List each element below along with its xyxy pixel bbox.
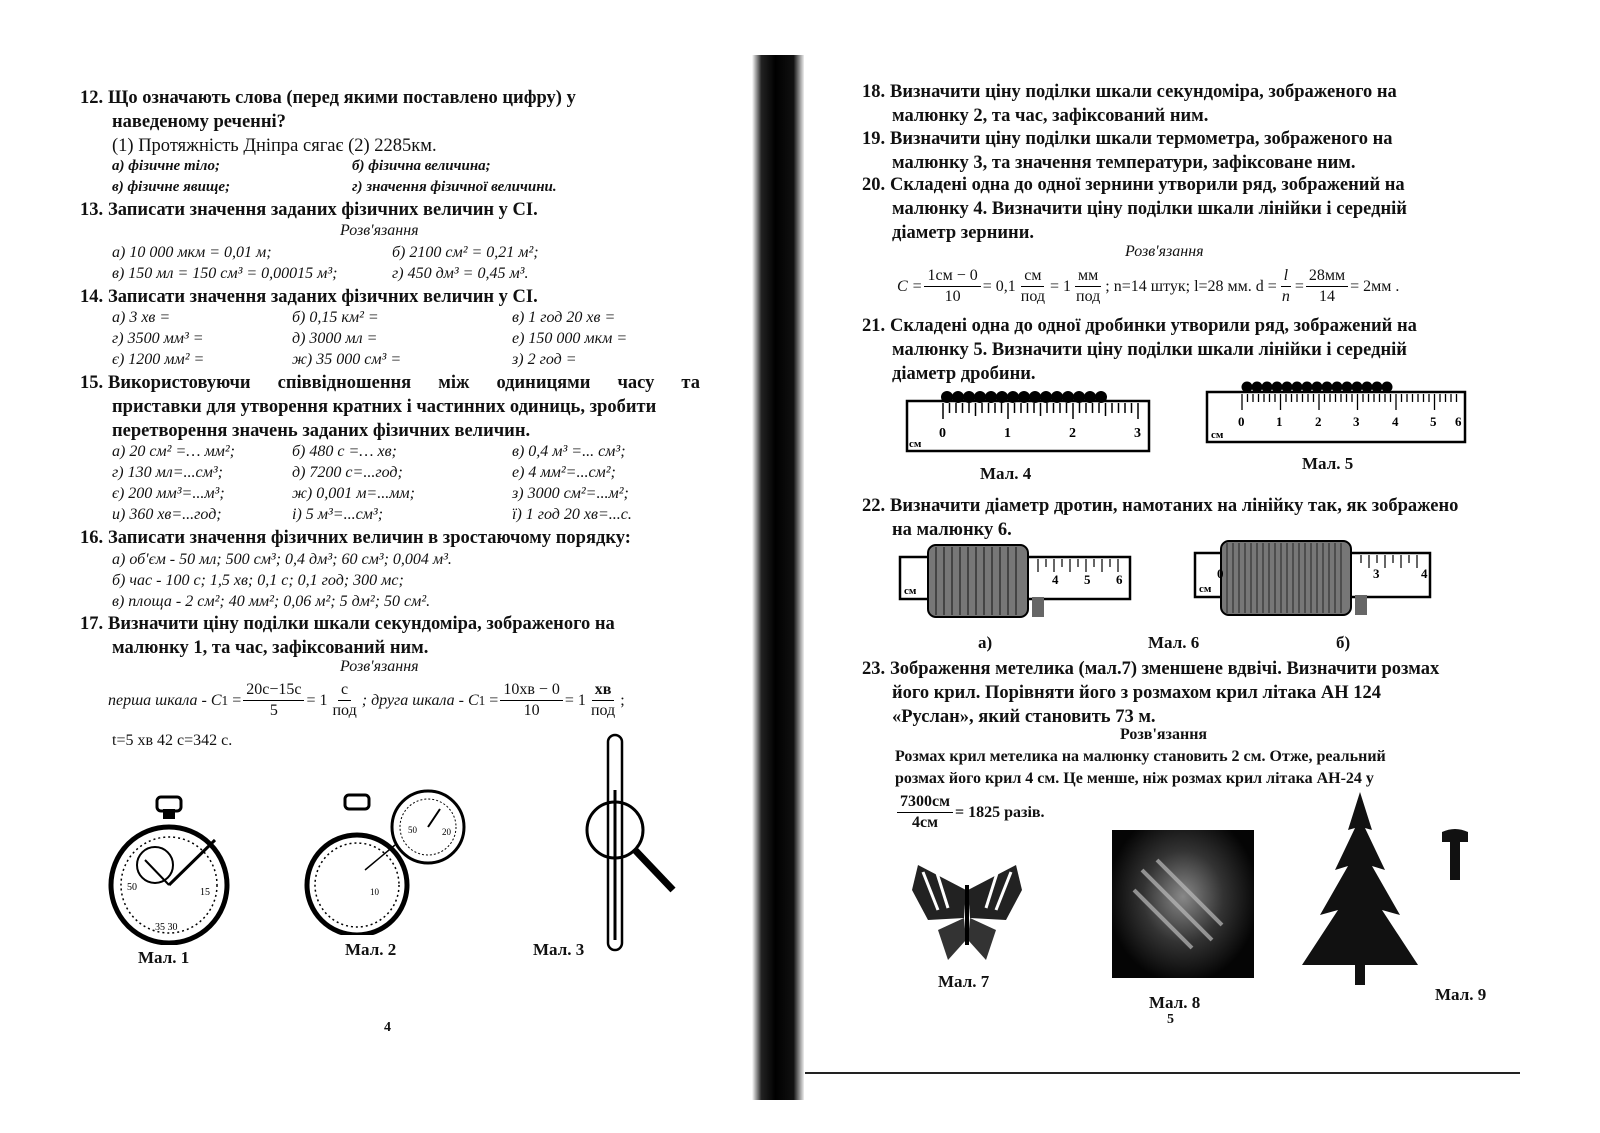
denominator: 14 (1318, 288, 1335, 305)
formula-text: = 1 (1050, 277, 1072, 295)
q15-items (112, 441, 712, 525)
q16-items (112, 549, 452, 612)
option: а) фізичне тіло; (112, 158, 220, 174)
tick-label: 6 (1116, 572, 1123, 587)
ruler-unit: см (909, 438, 922, 450)
fraction (897, 792, 953, 833)
answer-options (112, 156, 612, 198)
denominator: 10 (523, 702, 540, 719)
q23-formula (895, 792, 1045, 833)
q20-formula (897, 266, 1399, 307)
tick-label: 5 (1084, 572, 1091, 587)
denominator: 10 (944, 288, 961, 305)
fraction (588, 680, 618, 721)
formula-text: ; друга шкала - C (361, 691, 479, 709)
question-text: Записати значення заданих фізичних величин у СІ. (108, 200, 538, 220)
ruler-unit: см (904, 585, 917, 597)
svg-text:15: 15 (200, 887, 210, 898)
tick-label: 3 (1353, 414, 1360, 429)
fraction (924, 266, 980, 307)
tick-label: 3 (1373, 566, 1380, 581)
question-number: 16. (80, 528, 104, 548)
denominator: под (590, 702, 616, 719)
caption-mal-7: Мал. 7 (938, 972, 990, 991)
wire-coil-a (898, 542, 1138, 622)
tick-label: 5 (1430, 414, 1437, 429)
item: ж) 0,001 м=...мм; (292, 485, 415, 502)
question-text: його крил. Порівняти його з розмахом крил літака АН 124 (892, 683, 1382, 703)
fraction (243, 680, 304, 721)
formula-text: ; n=14 штук; l=28 мм. d = (1105, 277, 1277, 295)
item: в) 0,4 м³ =... см³; (512, 443, 626, 460)
formula-text: = (1294, 277, 1304, 295)
tick-label: 0 (1238, 414, 1245, 429)
numerator: 1см − 0 (924, 266, 980, 287)
question-number: 21. (862, 316, 886, 336)
denominator: под (1076, 288, 1101, 305)
question-number: 20. (862, 175, 886, 195)
item: и) 360 хв=...год; (112, 506, 222, 523)
numerator: см (1021, 266, 1044, 287)
item: є) 1200 мм² = (112, 351, 205, 368)
sentence: (1) Протяжність Дніпра сягає (2) 2285км. (112, 136, 437, 156)
item: і) 5 м³=...см³; (292, 506, 384, 523)
question-text: Записати значення заданих фізичних величин у СІ. (108, 287, 538, 307)
question-number: 23. (862, 659, 886, 679)
denominator: 4см (912, 814, 938, 831)
page-number: 4 (384, 1020, 391, 1035)
solution-line: Розмах крил метелика на малюнку становить 2 см. Отже, реальний (895, 748, 1386, 765)
question-21 (862, 314, 1480, 386)
solution-line: розмах його крил 4 см. Це менше, ніж розмах крил літака АН-24 у (895, 770, 1374, 787)
question-text: Зображення метелика (мал.7) зменшене вдвічі. Визначити розмах (890, 659, 1440, 679)
item: д) 3000 мл = (292, 330, 378, 347)
question-23 (862, 657, 1482, 729)
answer: а) 10 000 мкм = 0,01 м; (112, 244, 272, 261)
option: б) фізична величина; (352, 158, 491, 174)
tick-label: 0 (939, 426, 946, 441)
item: е) 150 000 мкм = (512, 330, 628, 347)
denominator: под (1020, 288, 1045, 305)
svg-text:20: 20 (442, 827, 451, 837)
formula-text: C = (897, 277, 923, 295)
question-number: 12. (80, 88, 104, 108)
fraction (500, 680, 563, 721)
caption-mal-3: Мал. 3 (533, 940, 585, 959)
numerator: l (1281, 266, 1291, 287)
question-text: діаметр зернини. (892, 223, 1034, 243)
tick-label: 0 (1217, 566, 1224, 581)
question-19 (862, 127, 1480, 175)
tick-label: 1 (1276, 414, 1283, 429)
solution-heading: Розв'язання (340, 222, 419, 239)
question-text: Що означають слова (перед якими поставлено цифру) у (108, 88, 576, 108)
question-text: малюнку 5. Визначити ціну поділки шкали лінійки і середній (892, 340, 1407, 360)
right-page (800, 0, 1600, 1133)
question-text: на малюнку 6. (892, 520, 1012, 540)
item: є) 200 мм³=...м³; (112, 485, 225, 502)
question-number: 22. (862, 496, 886, 516)
item: б) 0,15 км² = (292, 309, 379, 326)
time-result: t=5 хв 42 с=342 с. (112, 732, 233, 749)
formula-text: = 1 (564, 691, 586, 709)
item: з) 2 год = (512, 351, 577, 368)
solution-heading: Розв'язання (1125, 243, 1204, 260)
numerator: 7300см (897, 792, 953, 813)
question-text: перетворення значень заданих фізичних величин. (112, 421, 531, 441)
question-text: Записати значення фізичних величин в зростаючому порядку: (108, 528, 631, 548)
caption-mal-1: Мал. 1 (138, 948, 190, 967)
question-text: діаметр дробини. (892, 364, 1036, 384)
question-number: 13. (80, 200, 104, 220)
image-mal-8 (1112, 830, 1254, 978)
answer: б) 2100 см² = 0,21 м²; (392, 244, 539, 261)
question-text: Складені одна до одної дробинки утворили ряд, зображений на (890, 316, 1417, 336)
ruler-mal-4 (905, 385, 1155, 460)
item: ї) 1 год 20 хв=...с. (512, 506, 632, 523)
question-number: 15. (80, 373, 104, 393)
tick-label: 6 (1455, 414, 1462, 429)
numerator: с (338, 680, 351, 701)
formula-sub: 1 (478, 692, 486, 708)
option: г) значення фізичної величини. (352, 179, 557, 195)
caption-mal-4: Мал. 4 (980, 464, 1032, 483)
question-17 (80, 612, 700, 660)
fraction (1306, 266, 1348, 307)
item: е) 4 мм²=...см²; (512, 464, 616, 481)
page-number: 5 (1167, 1012, 1174, 1027)
option: в) фізичне явище; (112, 179, 231, 195)
svg-text:10: 10 (370, 887, 379, 897)
stopwatch-1-illustration (105, 795, 235, 945)
question-18 (862, 80, 1480, 128)
formula-text: перша шкала - C (108, 691, 222, 709)
wire-coil-b (1193, 538, 1438, 620)
tick-label: 4 (1052, 572, 1059, 587)
svg-text:50: 50 (408, 825, 417, 835)
question-number: 14. (80, 287, 104, 307)
answer: г) 450 дм³ = 0,45 м³. (392, 265, 529, 282)
caption-mal-8: Мал. 8 (1149, 993, 1201, 1012)
fraction (1018, 266, 1048, 307)
page-bottom-rule (805, 1072, 1520, 1074)
item: а) об'єм - 50 мл; 500 см³; 0,4 дм³; 60 см³; 0,004 м³. (112, 551, 452, 568)
ruler-unit: см (1211, 429, 1224, 441)
solution-heading: Розв'язання (340, 658, 419, 675)
book-spine (752, 55, 804, 1100)
item: г) 3500 мм³ = (112, 330, 204, 347)
question-16 (80, 526, 631, 550)
numerator: 10хв − 0 (500, 680, 563, 701)
question-text: Визначити ціну поділки шкали секундоміра, зображеного на (108, 614, 615, 634)
fraction (1073, 266, 1103, 307)
item: а) 3 хв = (112, 309, 171, 326)
answer: в) 150 мл = 150 см³ = 0,00015 м³; (112, 265, 338, 282)
item: а) 20 см² =… мм²; (112, 443, 236, 460)
q14-items (112, 307, 712, 370)
q13-answers (112, 242, 712, 284)
ruler-mal-5 (1205, 378, 1470, 450)
question-text: Використовуючи співвідношення між одиницями часу та (108, 373, 700, 393)
caption-mal-5: Мал. 5 (1302, 454, 1354, 473)
item: ж) 35 000 см³ = (292, 351, 402, 368)
formula-text: = 0,1 (982, 277, 1016, 295)
numerator: хв (592, 680, 615, 701)
small-figure-icon (1438, 828, 1472, 884)
question-text: приставки для утворення кратних і частинних одиниць, зробити (112, 397, 657, 417)
question-13 (80, 198, 538, 222)
item: б) час - 100 с; 1,5 хв; 0,1 с; 0,1 год; 300 мс; (112, 572, 404, 589)
question-number: 18. (862, 82, 886, 102)
item: в) 1 год 20 хв = (512, 309, 616, 326)
numerator: мм (1075, 266, 1101, 287)
caption-mal-6: Мал. 6 (1148, 633, 1200, 652)
label-a: а) (978, 633, 993, 652)
question-text: малюнку 2, та час, зафіксований ним. (892, 106, 1209, 126)
fraction (1279, 266, 1293, 307)
denominator: под (332, 702, 357, 719)
question-12 (80, 86, 700, 158)
caption-mal-2: Мал. 2 (345, 940, 397, 959)
question-text: «Руслан», який становить 73 м. (892, 707, 1156, 727)
svg-text:35 30: 35 30 (155, 922, 178, 933)
question-text: наведеному реченні? (112, 112, 286, 132)
item: в) площа - 2 см²; 40 мм²; 0,06 м²; 5 дм²; 50 см². (112, 593, 431, 610)
left-page (0, 0, 760, 1133)
question-text: Визначити ціну поділки шкали секундоміра, зображеного на (890, 82, 1397, 102)
tick-label: 1 (1004, 426, 1011, 441)
formula-text: = 2мм . (1350, 277, 1400, 295)
numerator: 28мм (1306, 266, 1348, 287)
ruler-unit: см (1199, 583, 1212, 595)
fir-tree-illustration (1290, 790, 1430, 990)
question-22 (862, 494, 1482, 542)
q23-solution (895, 746, 1480, 790)
formula-text: = 1825 разів. (955, 803, 1045, 821)
streak-pattern-icon (1112, 830, 1254, 978)
question-text: Визначити діаметр дротин, намотаних на лінійку так, як зображено (890, 496, 1459, 516)
question-14 (80, 285, 538, 309)
label-b: б) (1336, 633, 1351, 652)
question-text: Складені одна до одної зернини утворили ряд, зображений на (890, 175, 1405, 195)
fraction (329, 680, 359, 721)
denominator: n (1281, 288, 1290, 305)
item: д) 7200 с=...год; (292, 464, 403, 481)
question-text: Визначити ціну поділки шкали термометра, зображеного на (890, 129, 1393, 149)
item: з) 3000 см²=...м²; (512, 485, 629, 502)
item: б) 480 с =… хв; (292, 443, 397, 460)
tick-label: 2 (1069, 426, 1076, 441)
formula-text: = 1 (306, 691, 328, 709)
tick-label: 4 (1421, 566, 1428, 581)
butterfly-illustration (908, 860, 1026, 965)
thermometer-illustration (578, 730, 688, 960)
formula-sub: 1 (221, 692, 229, 708)
question-number: 17. (80, 614, 104, 634)
stopwatch-2-illustration (300, 785, 480, 935)
question-text: малюнку 4. Визначити ціну поділки шкали лінійки і середній (892, 199, 1407, 219)
tick-label: 3 (1134, 426, 1141, 441)
question-15 (80, 371, 700, 443)
numerator: 20с−15с (243, 680, 304, 701)
q17-formula: перша шкала - C 1 = $\frac{20с-15с}{5}$ = 1 $\frac{с}{\text{под}}$ ; друга шкала - C 1 = $\frac{10хв - 0}{10}$ = 1 $\frac{хв}{\text{под}}$ ; (108, 681, 625, 719)
tick-label: 2 (1315, 414, 1322, 429)
tick-label: 4 (1392, 414, 1399, 429)
solution-heading: Розв'язання (1120, 726, 1208, 743)
question-20 (862, 173, 1480, 245)
question-number: 19. (862, 129, 886, 149)
svg-text:50: 50 (127, 882, 137, 893)
question-text: малюнку 1, та час, зафіксований ним. (112, 638, 429, 658)
item: г) 130 мл=...см³; (112, 464, 223, 481)
caption-mal-9: Мал. 9 (1435, 985, 1487, 1004)
denominator: 5 (269, 702, 278, 719)
question-text: малюнку 3, та значення температури, зафіксоване ним. (892, 153, 1356, 173)
